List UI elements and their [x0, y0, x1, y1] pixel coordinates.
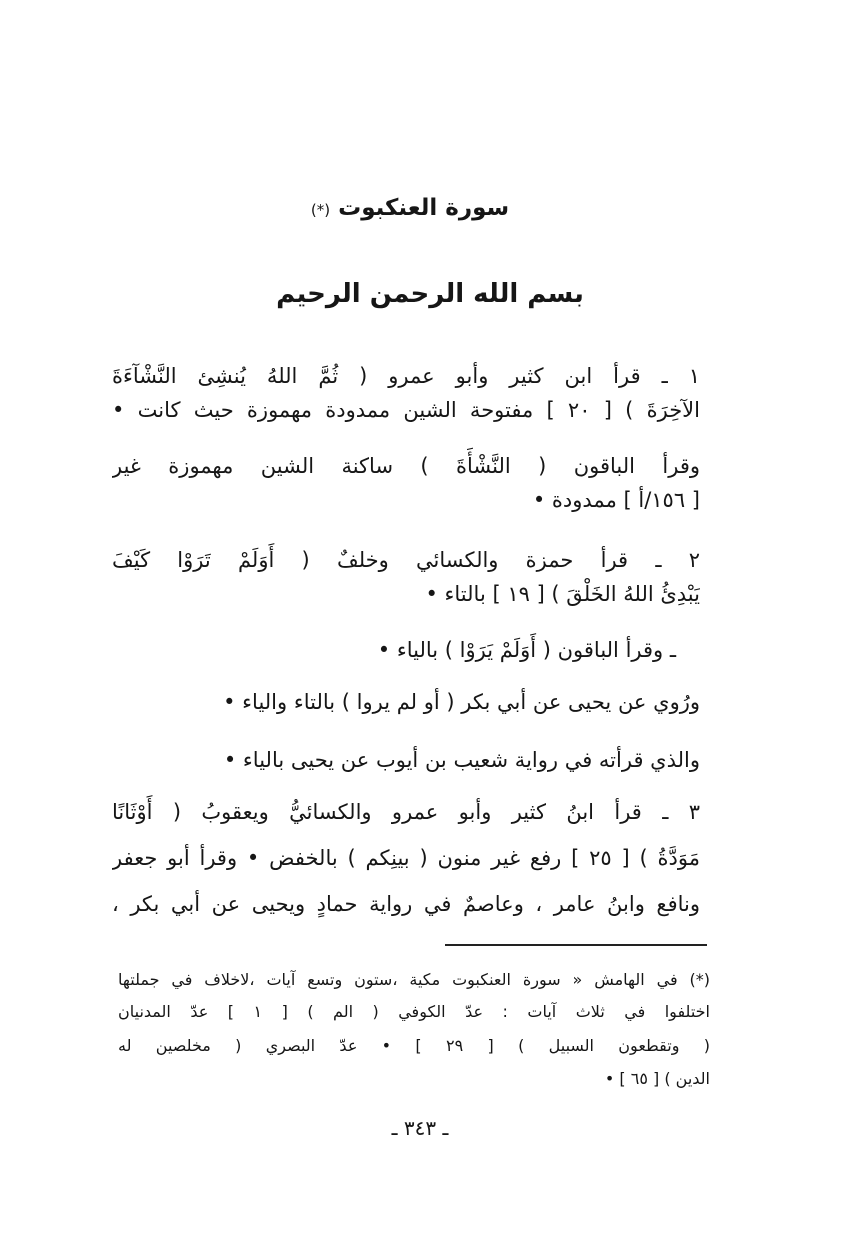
footnote-divider: [445, 944, 707, 946]
footnote-line-4: الدين ) [ ٦٥ ] •: [604, 1069, 710, 1088]
basmala: بسم الله الرحمن الرحيم: [276, 279, 584, 309]
text-line-7: ـ وقرأ الباقون ( أَوَلَمْ يَرَوْا ) بالياء •: [377, 638, 676, 662]
footnote-line-3: ( وتقطعون السبيل ) [ ٢٩ ] • عدّ البصري ( مخلصين له: [118, 1036, 710, 1055]
text-line-3: وقرأ الباقون ( النَّشْأَةَ ) ساكنة الشين مهموزة غير: [112, 454, 700, 478]
text-line-2: الآخِرَةَ ) [ ٢٠ ] مفتوحة الشين ممدودة مهموزة حيث كانت •: [112, 398, 700, 422]
text-line-10: ٣ ـ قرأ ابنُ كثير وأبو عمرو والكسائيُّ ويعقوبُ ( أَوْثَانًا: [112, 800, 700, 824]
sura-title-text: سورة العنكبوت: [338, 195, 510, 221]
footnote-line-1: (*) في الهامش « سورة العنكبوت مكية ،ستون وتسع آيات ،لاخلاف في جملتها: [118, 970, 710, 989]
text-line-9: والذي قرأته في رواية شعيب بن أيوب عن يحيى بالياء •: [223, 748, 700, 772]
footnote-mark: (*): [310, 201, 331, 219]
text-line-12: ونافع وابنُ عامر ، وعاصمٌ في رواية حمادٍ ويحيى عن أبي بكر ،: [112, 892, 700, 916]
text-line-5: ٢ ـ قرأ حمزة والكسائي وخلفٌ ( أَوَلَمْ تَرَوْا كَيْفَ: [112, 548, 700, 572]
text-line-8: ورُوي عن يحيى عن أبي بكر ( أو لم يروا ) بالتاء والياء •: [223, 690, 700, 714]
text-line-11: مَوَدَّةُ ) [ ٢٥ ] رفع غير منون ( بينِكم ) بالخفض • وقرأ أبو جعفر: [112, 846, 700, 870]
sura-title: [240, 188, 580, 230]
text-line-4: [ ١٥٦/أ ] ممدودة •: [532, 488, 700, 512]
text-line-1: ١ ـ قرأ ابن كثير وأبو عمرو ( ثُمَّ اللهُ يُنشِئ النَّشْآءَةَ: [112, 364, 700, 388]
footnote-line-2: اختلفوا في ثلاث آيات : عدّ الكوفي ( الم ) [ ١ ] عدّ المدنيان: [118, 1002, 710, 1021]
page-number: ـ ٣٤٣ ـ: [391, 1116, 449, 1140]
text-line-6: يَبْدِئُ اللهُ الخَلْقَ ) [ ١٩ ] بالتاء •: [425, 582, 700, 606]
